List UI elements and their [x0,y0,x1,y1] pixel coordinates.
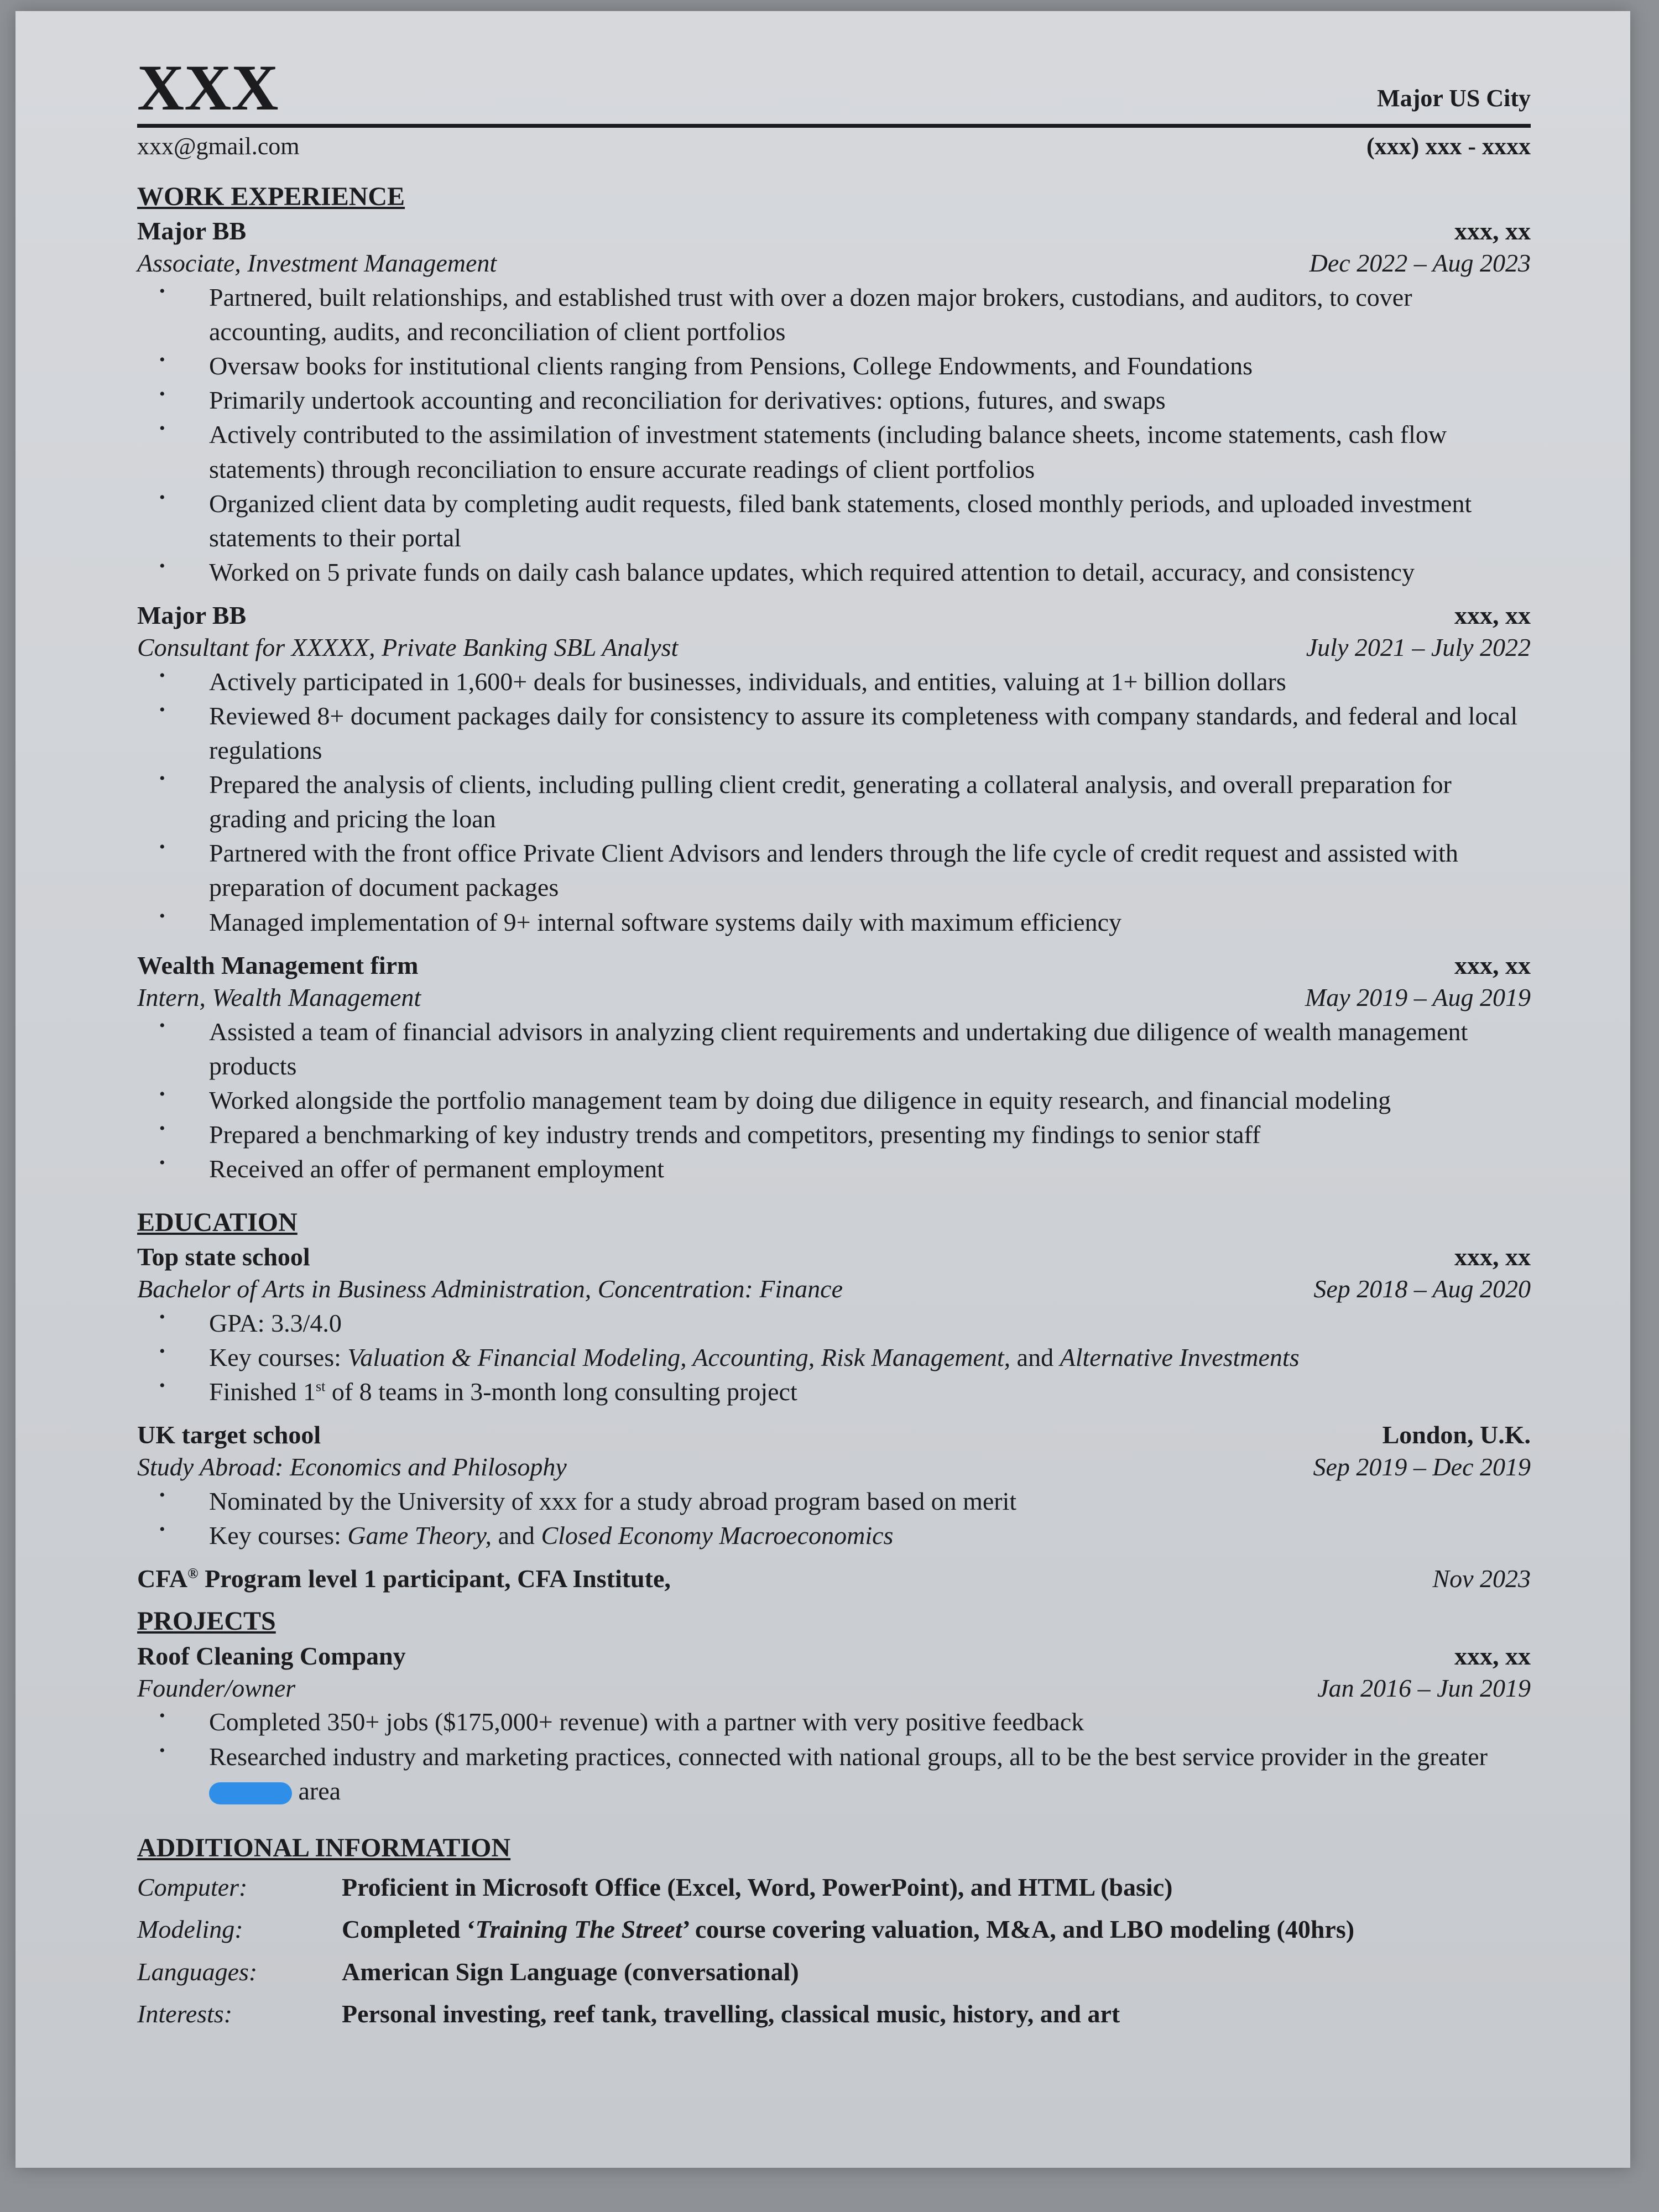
info-value-computer: Proficient in Microsoft Office (Excel, Word, PowerPoint), and HTML (basic) [342,1872,1173,1901]
section-title-education: EDUCATION [137,1207,298,1237]
entry-location: xxx, xx [1454,1243,1531,1271]
entry-dates: Dec 2022 – Aug 2023 [1309,249,1531,278]
entry-bullets [137,280,1531,589]
entry-dates: May 2019 – Aug 2019 [1305,983,1531,1011]
entry-dates: Sep 2019 – Dec 2019 [1313,1453,1531,1481]
additional-info-grid [137,1866,1531,2035]
entry-role: Bachelor of Arts in Business Administration, Concentration: Finance [137,1275,843,1303]
entry-dates: Jan 2016 – Jun 2019 [1317,1673,1531,1702]
entry-location: xxx, xx [1454,951,1531,979]
courses-list: Valuation & Financial Modeling, Accounting, Risk Management, [347,1343,1011,1372]
entry-role: Study Abroad: Economics and Philosophy [137,1453,567,1481]
ranking-pre: Finished 1 [209,1378,316,1406]
bullet-item: • Oversaw books for institutional clients ranging from Pensions, College Endowments, and Foundations [209,349,1531,383]
education-entry-2 [137,1419,1531,1553]
entry-bullets [137,1705,1531,1808]
ranking-superscript: st [315,1378,326,1395]
entry-location: xxx, xx [1454,601,1531,629]
work-entry-3 [137,950,1531,1186]
entry-location: xxx, xx [1454,1641,1531,1670]
candidate-city: Major US City [1377,85,1531,112]
bullet-item: • Partnered, built relationships, and established trust with over a dozen major brokers, custodians, and auditors, to cover accounting, audits, and reconciliation of client portfolios [209,280,1531,349]
entry-bullets [137,1484,1531,1553]
certification-title [137,1563,671,1595]
entry-dates: July 2021 – July 2022 [1306,633,1531,661]
entry-role: Associate, Investment Management [137,249,497,278]
cert-registered-mark: ® [187,1566,199,1582]
courses-prefix: Key courses: [209,1521,348,1550]
bullet-text-post: area [292,1776,341,1805]
entry-bullets [137,1306,1531,1409]
bullet-item: • Organized client data by completing audit requests, filed bank statements, closed monthly periods, and uploaded investment statements to their portal [209,487,1531,555]
project-entry-1 [137,1640,1531,1808]
courses-conjunction: and [1010,1343,1060,1372]
bullet-item: • Prepared the analysis of clients, including pulling client credit, generating a collateral analysis, and overall preparation for grading and pricing the loan [209,768,1531,836]
entry-location: xxx, xx [1454,217,1531,246]
courses-list: Game Theory, [347,1521,492,1550]
modeling-post: ’ course covering valuation, M&A, and LBO modeling (40hrs) [682,1915,1355,1944]
courses-conjunction: and [492,1521,541,1550]
entry-role: Consultant for XXXXX, Private Banking SBL Analyst [137,633,679,661]
section-title-work-experience: WORK EXPERIENCE [137,182,405,211]
modeling-course-name: Training The Street [475,1915,682,1944]
entry-organization: Roof Cleaning Company [137,1641,406,1670]
bullet-item [209,1375,1531,1409]
info-value-modeling [342,1908,1531,1950]
entry-organization: UK target school [137,1421,321,1449]
bullet-item: • Actively contributed to the assimilation of investment statements (including balance sheets, income statements, cash flow statements) through reconciliation to ensure accurate readings of client portfolios [209,418,1531,486]
gpa-text: GPA: 3.3/4.0 [209,1309,342,1338]
cert-name: CFA [137,1564,188,1593]
bullet-text-pre: Researched industry and marketing practices, connected with national groups, all to be the best service provider in the greater [209,1742,1488,1771]
education-entry-1 [137,1241,1531,1409]
modeling-pre: Completed ‘ [342,1915,476,1944]
ranking-post: of 8 teams in 3-month long consulting project [325,1378,797,1406]
bullet-item [209,1306,1531,1340]
resume-document [137,51,1531,2035]
bullet-item: • Worked on 5 private funds on daily cash balance updates, which required attention to detail, accuracy, and consistency [209,555,1531,589]
certification-date: Nov 2023 [1432,1564,1531,1593]
bullet-item [209,1519,1531,1553]
redaction-mark [209,1782,292,1804]
entry-organization: Major BB [137,601,247,629]
candidate-phone: (xxx) xxx - xxxx [1366,133,1531,160]
resume-paper [15,11,1630,2168]
cert-description: Program level 1 participant, CFA Institute, [198,1564,671,1593]
section-title-projects: PROJECTS [137,1606,276,1636]
entry-bullets [137,665,1531,940]
info-value-interests: Personal investing, reef tank, travelling, classical music, history, and art [342,2000,1120,2028]
courses-last: Closed Economy Macroeconomics [541,1521,894,1550]
entry-role: Founder/owner [137,1673,296,1702]
entry-location: London, U.K. [1382,1421,1531,1449]
work-entry-1 [137,215,1531,589]
candidate-name: XXX [137,51,279,124]
entry-role: Intern, Wealth Management [137,983,421,1011]
work-entry-2 [137,599,1531,940]
courses-last: Alternative Investments [1060,1343,1300,1372]
bullet-item [209,1484,1531,1519]
bullet-item: • Actively participated in 1,600+ deals for businesses, individuals, and entities, valuing at 1+ billion dollars [209,665,1531,699]
contact-row [137,132,1531,160]
bullet-item: • Worked alongside the portfolio management team by doing due diligence in equity research, and financial modeling [209,1083,1531,1118]
resume-header [137,51,1531,160]
bullet-item [209,1740,1531,1808]
bullet-item: • Assisted a team of financial advisors in analyzing client requirements and undertaking due diligence of wealth management products [209,1015,1531,1083]
courses-prefix: Key courses: [209,1343,348,1372]
entry-organization: Major BB [137,217,247,246]
bullet-item [209,1340,1531,1375]
candidate-email: xxx@gmail.com [137,133,300,160]
bullet-item: • Managed implementation of 9+ internal software systems daily with maximum efficiency [209,905,1531,940]
header-divider [137,124,1531,128]
bullet-item: • Primarily undertook accounting and reconciliation for derivatives: options, futures, and swaps [209,383,1531,418]
section-title-additional-information: ADDITIONAL INFORMATION [137,1833,511,1863]
bullet-item: • Reviewed 8+ document packages daily for consistency to assure its completeness with company standards, and federal and local regulations [209,699,1531,768]
entry-organization: Top state school [137,1243,310,1271]
info-label-computer: Computer: [137,1872,248,1901]
entry-organization: Wealth Management firm [137,951,419,979]
entry-dates: Sep 2018 – Aug 2020 [1313,1275,1531,1303]
bullet-item: • Partnered with the front office Private Client Advisors and lenders through the life cycle of credit request and assisted with preparation of document packages [209,836,1531,905]
info-label-interests: Interests: [137,2000,233,2028]
bullet-item: • Received an offer of permanent employment [209,1152,1531,1186]
entry-bullets [137,1015,1531,1186]
bullet-item: • Completed 350+ jobs ($175,000+ revenue) with a partner with very positive feedback [209,1705,1531,1739]
certification-row [137,1563,1531,1595]
info-value-languages: American Sign Language (conversational) [342,1957,799,1986]
bullet-item: • Prepared a benchmarking of key industry trends and competitors, presenting my findings to senior staff [209,1118,1531,1152]
info-label-modeling: Modeling: [137,1915,243,1944]
nomination-text: Nominated by the University of xxx for a study abroad program based on merit [209,1487,1017,1516]
info-label-languages: Languages: [137,1957,258,1986]
